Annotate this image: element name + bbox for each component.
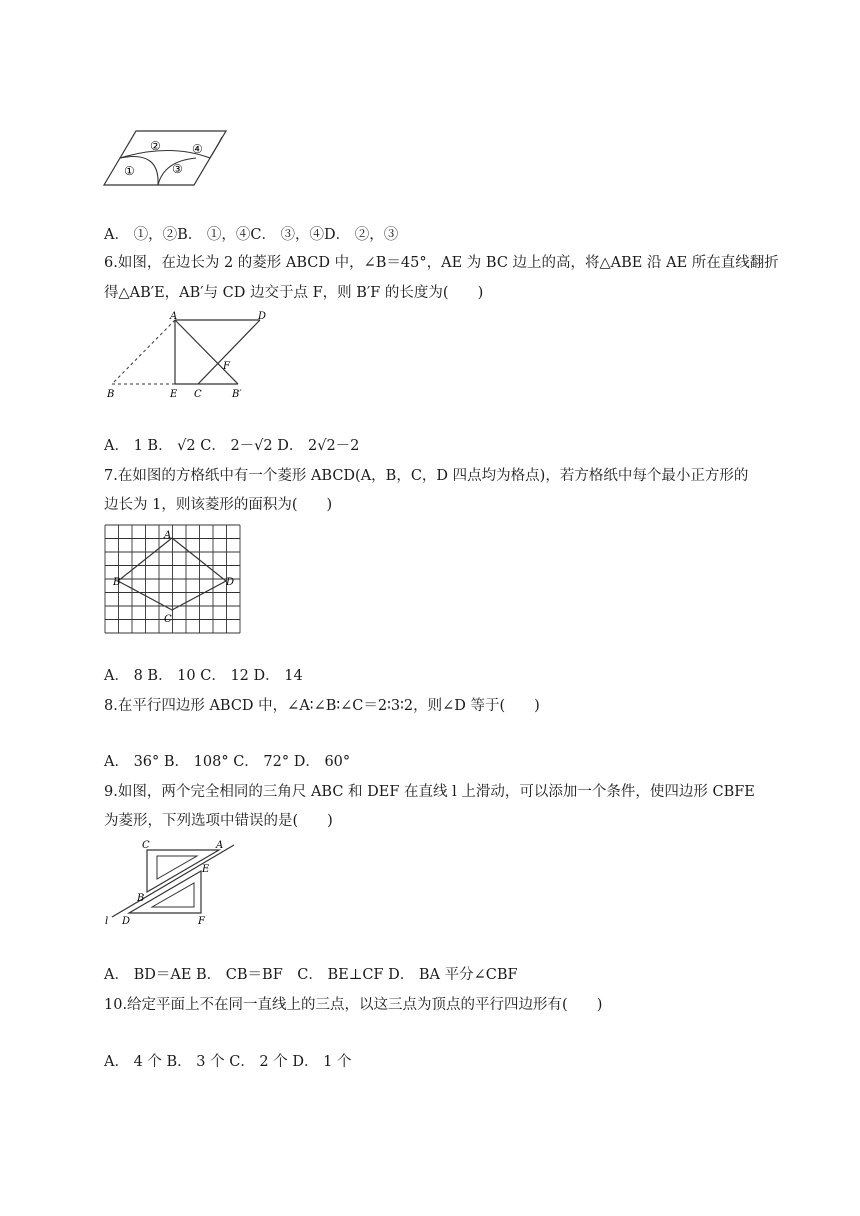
q9-stem-line1: 9.如图，两个完全相同的三角尺 ABC 和 DEF 在直线 l 上滑动，可以添加一个条件，使四边形 CBFE [104, 784, 755, 800]
q9-options: A． BD＝AE B． CB＝BF C． BE⊥CF D． BA 平分∠CBF [104, 967, 518, 983]
label-B: B [113, 577, 121, 588]
label-F: F [223, 361, 230, 372]
q8-options: A． 36° B． 108° C． 72° D． 60° [104, 754, 351, 770]
q7-options: A． 8 B． 10 C． 12 D． 14 [104, 668, 303, 684]
label-E: E [170, 389, 178, 400]
label-D: D [122, 916, 131, 927]
q5-options: A． ①，②B． ①，④C． ③，④D． ②，③ [104, 227, 399, 243]
triangle-DEF-inner [152, 883, 194, 907]
arc-right [210, 137, 222, 158]
label-D: D [258, 311, 267, 322]
segment-AB-dashed [112, 320, 175, 384]
label-B: B [137, 893, 145, 904]
label-C: C [164, 614, 172, 625]
label-3: ③ [172, 162, 183, 176]
q7-figure [100, 520, 250, 635]
q5-figure [100, 125, 230, 190]
q8-stem: 8.在平行四边形 ABCD 中，∠A∶∠B∶∠C＝2∶3∶2，则∠D 等于( ) [104, 698, 540, 714]
rhombus-ABCD [118, 538, 226, 610]
label-B: B [107, 389, 115, 400]
label-E: E [202, 864, 210, 875]
label-A: A [216, 840, 224, 851]
label-B-prime: B′ [232, 389, 242, 400]
q9-stem-line2: 为菱形，下列选项中错误的是( ) [104, 813, 333, 829]
label-2: ② [150, 139, 161, 153]
label-C: C [142, 840, 150, 851]
q7-stem-line1: 7.在如图的方格纸中有一个菱形 ABCD(A，B，C，D 四点均为格点)，若方格纸中每个最小正方形的 [104, 468, 749, 484]
q6-options: A． 1 B． √2 C． 2－√2 D． 2√2－2 [104, 438, 360, 454]
label-A: A [170, 311, 178, 322]
q9-figure [102, 838, 242, 928]
grid [105, 525, 240, 633]
triangle-ABC-inner [157, 856, 197, 879]
q6-stem-line1: 6.如图，在边长为 2 的菱形 ABCD 中，∠B＝45°，AE 为 BC 边上的高，将△ABE 沿 AE 所在直线翻折 [104, 255, 779, 271]
label-1: ① [124, 164, 135, 178]
q10-options: A． 4 个 B． 3 个 C． 2 个 D． 1 个 [104, 1054, 352, 1070]
label-F: F [198, 916, 205, 927]
q10-stem: 10.给定平面上不在同一直线上的三点，以这三点为顶点的平行四边形有( ) [104, 997, 603, 1013]
label-A: A [164, 530, 172, 541]
q7-stem-line2: 边长为 1，则该菱形的面积为( ) [104, 497, 333, 513]
label-4: ④ [192, 142, 203, 156]
label-l: l [105, 916, 109, 927]
q6-figure [102, 310, 282, 405]
q6-stem-line2: 得△AB′E，AB′与 CD 边交于点 F，则 B′F 的长度为( ) [104, 285, 484, 301]
label-C: C [194, 389, 202, 400]
label-D: D [226, 577, 235, 588]
